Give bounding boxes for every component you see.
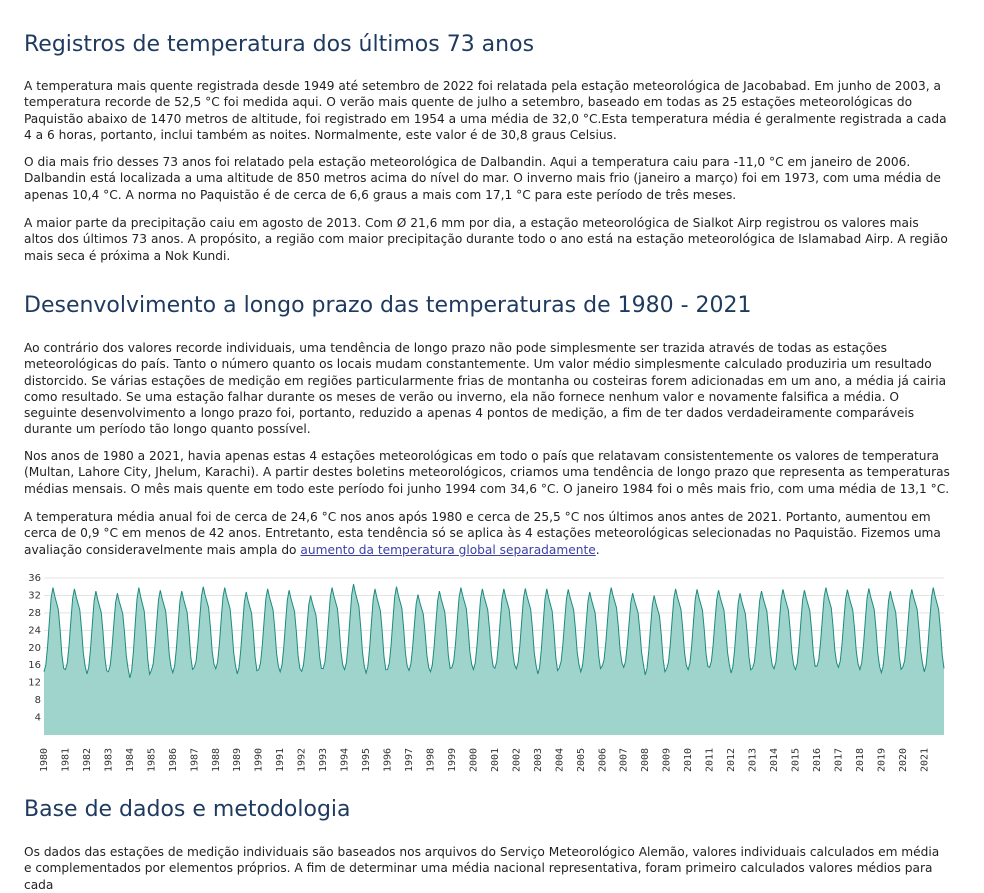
- x-tick-label: 1985: [146, 747, 158, 772]
- x-tick-label: 1996: [382, 747, 394, 772]
- heading-records: Registros de temperatura dos últimos 73 anos: [24, 32, 535, 57]
- y-tick-label: 12: [28, 677, 41, 689]
- x-tick-label: 1995: [361, 747, 373, 772]
- paragraph-methodology-1: Os dados das estações de medição individuais são baseados nos arquivos do Serviço Meteorológico Alemão, valores individuais calculados em média e complementados por elementos próprios. A fim de determinar uma média nacional representativa, foram primeiro calculados valores médios para cada: [24, 845, 940, 892]
- paragraph-longterm-3-end: .: [595, 542, 600, 557]
- x-tick-label: 2007: [618, 747, 630, 772]
- y-tick-label: 24: [28, 625, 41, 637]
- x-tick-label: 1998: [425, 747, 437, 772]
- x-tick-label: 1999: [446, 747, 458, 772]
- x-tick-label: 2001: [489, 747, 501, 772]
- x-tick-label: 1981: [60, 747, 72, 772]
- x-tick-label: 1991: [275, 747, 287, 772]
- x-tick-label: 2004: [554, 747, 566, 772]
- x-tick-label: 1993: [318, 747, 330, 772]
- x-tick-label: 1994: [339, 747, 351, 772]
- x-tick-label: 2012: [726, 747, 738, 772]
- paragraph-records-3: A maior parte da precipitação caiu em agosto de 2013. Com Ø 21,6 mm por dia, a estação meteorológica de Sialkot Airp registrou os valores mais altos dos últimos 73 anos. A propósito, a região com maior precipitação durante todo o ano está na estação meteorológica de Islamabad Airp. A região mais seca é próxima a Nok Kundi.: [24, 216, 948, 263]
- x-tick-label: 2000: [468, 747, 480, 772]
- x-tick-label: 2014: [769, 747, 781, 772]
- x-tick-label: 1988: [210, 747, 222, 772]
- y-tick-label: 28: [28, 607, 41, 619]
- x-tick-label: 1980: [39, 747, 50, 772]
- y-tick-label: 20: [28, 642, 41, 654]
- y-tick-label: 36: [28, 573, 41, 584]
- heading-longterm: Desenvolvimento a longo prazo das temperaturas de 1980 - 2021: [24, 293, 752, 318]
- x-tick-label: 1992: [296, 747, 308, 772]
- paragraph-records-2: O dia mais frio desses 73 anos foi relatado pela estação meteorológica de Dalbandin. Aqui a temperatura caiu para -11,0 °C em janeiro de 2006. Dalbandin está localizada a uma altitude de 850 metros acima do nível do mar. O inverno mais frio (janeiro a março) foi em 1973, com uma média de apenas 10,4 °C. A norma no Paquistão é de cerca de 6,6 graus a mais com 17,1 °C para este período de três meses.: [24, 155, 941, 202]
- x-tick-label: 2011: [704, 747, 716, 772]
- x-tick-label: 1997: [404, 747, 416, 772]
- x-tick-label: 1984: [124, 747, 136, 772]
- x-tick-label: 2018: [854, 747, 866, 772]
- y-tick-label: 16: [28, 660, 41, 672]
- paragraph-records-1: A temperatura mais quente registrada desde 1949 até setembro de 2022 foi relatada pela estação meteorológica de Jacobabad. Em junho de 2003, a temperatura recorde de 52,5 °C foi medida aqui. O verão mais quente de julho a setembro, baseado em todas as 25 estações meteorológicas do Paquistão abaixo de 1470 metros de altitude, foi registrado em 1954 a uma média de 32,0 °C.Esta temperatura média é geralmente registrada a cada 4 a 6 horas, portanto, inclui também as noites. Normalmente, este valor é de 30,8 graus Celsius.: [24, 79, 947, 142]
- x-tick-label: 1987: [189, 747, 201, 772]
- heading-methodology: Base de dados e metodologia: [24, 797, 351, 822]
- x-tick-label: 2009: [661, 747, 673, 772]
- paragraph-longterm-1: Ao contrário dos valores recorde individuais, uma tendência de longo prazo não pode simplesmente ser trazida através de todas as estações meteorológicas do país. Tanto o número quanto os locais mudam constantemente. Um valor médio simplesmente calculado produziria um resultado distorcido. Se várias estações de medição em regiões particularmente frias de montanha ou costeiras forem adicionadas em um ano, a média já cairia como resultado. Se uma estação falhar durante os meses de verão ou inverno, ela não fornece nenhum valor e novamente falsifica a média. O seguinte desenvolvimento a longo prazo foi, portanto, reduzido a apenas 4 pontos de medição, a fim de ter dados verdadeiramente comparáveis durante um período tão longo quanto possível.: [24, 341, 947, 437]
- x-tick-label: 2019: [876, 747, 888, 772]
- x-tick-label: 1990: [253, 747, 265, 772]
- y-tick-label: 8: [34, 695, 41, 707]
- x-tick-label: 2008: [640, 747, 652, 772]
- x-tick-label: 2006: [597, 747, 609, 772]
- x-tick-label: 2016: [811, 747, 823, 772]
- x-tick-label: 2015: [790, 747, 802, 772]
- x-tick-label: 2005: [575, 747, 587, 772]
- y-tick-label: 4: [34, 712, 41, 724]
- global-temperature-link[interactable]: aumento da temperatura global separadamente: [300, 542, 596, 557]
- x-tick-label: 1982: [81, 747, 93, 772]
- x-tick-label: 2021: [919, 747, 931, 772]
- x-tick-label: 2002: [511, 747, 523, 772]
- paragraph-longterm-2: Nos anos de 1980 a 2021, havia apenas estas 4 estações meteorológicas em todo o país que relatavam consistentemente os valores de temperatura (Multan, Lahore City, Jhelum, Karachi). A partir destes boletins meteorológicos, criamos uma tendência de longo prazo que representa as temperaturas médias mensais. O mês mais quente em todo este período foi junho 1994 com 34,6 °C. O janeiro 1984 foi o mês mais frio, com uma média de 13,1 °C.: [24, 449, 950, 496]
- paragraph-longterm-3: [24, 509, 950, 558]
- x-tick-label: 1983: [103, 747, 115, 772]
- x-tick-label: 1989: [232, 747, 244, 772]
- temperature-chart: [22, 572, 952, 772]
- y-tick-label: 32: [28, 590, 41, 602]
- x-tick-label: 1986: [167, 747, 179, 772]
- x-tick-label: 2010: [683, 747, 695, 772]
- x-tick-label: 2020: [897, 747, 909, 772]
- x-tick-label: 2017: [833, 747, 845, 772]
- x-tick-label: 2013: [747, 747, 759, 772]
- x-tick-label: 2003: [532, 747, 544, 772]
- paragraph-longterm-3-text: A temperatura média anual foi de cerca de 24,6 °C nos anos após 1980 e cerca de 25,5 °C nos últimos anos antes de 2021. Portanto, aumentou em cerca de 0,9 °C em menos de 42 anos. Entretanto, esta tendência só se aplica às 4 estações meteorológicas selecionadas no Paquistão. Fizemos uma avaliação consideravelmente mais ampla do: [24, 510, 941, 557]
